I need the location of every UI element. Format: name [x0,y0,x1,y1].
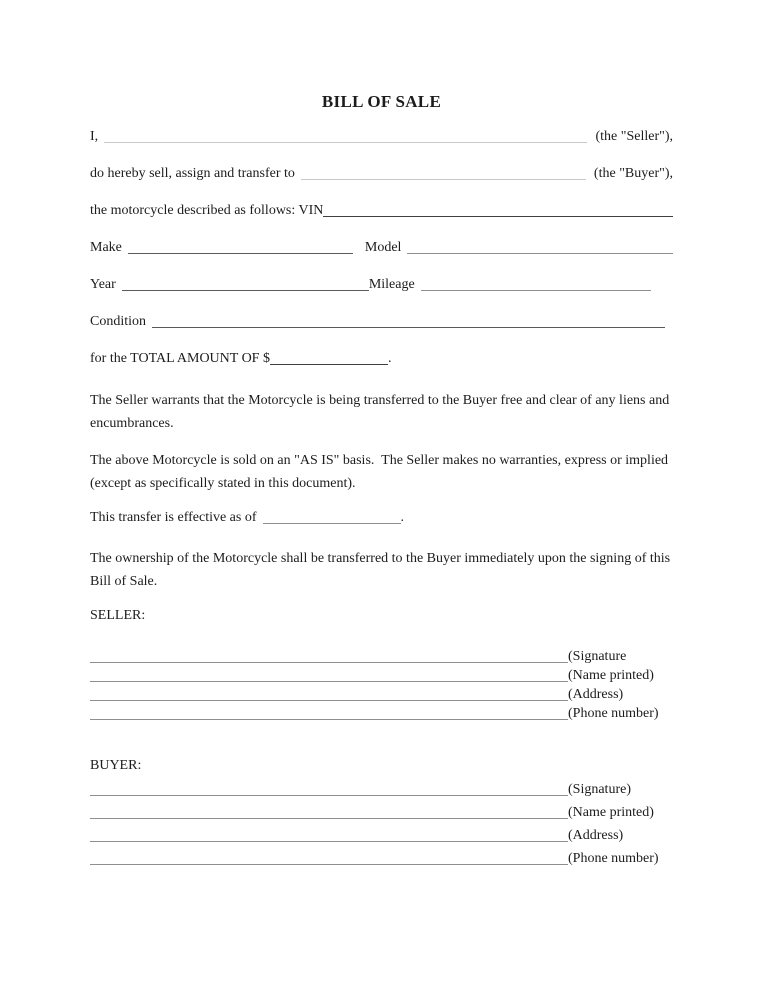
vin-prefix: the motorcycle described as follows: VIN [90,203,324,218]
effective-date-row [90,509,673,527]
seller-address-row [90,686,673,704]
condition-blank [152,327,665,328]
seller-name-blank [104,142,587,143]
buyer-signature-block [90,781,673,868]
effective-date-prefix: This transfer is effective as of [90,510,257,525]
buyer-address-label: (Address) [568,828,624,843]
amount-blank [270,364,388,365]
model-blank [407,253,673,254]
seller-phone-label: (Phone number) [568,706,659,721]
condition-label: Condition [90,314,147,329]
as-is-clause: The above Motorcycle is sold on an "AS IS" basis. The Seller makes no warranties, express or implied (except as specifically stated in this document). [90,453,672,491]
buyer-name-printed-label: (Name printed) [568,805,654,820]
effective-date-blank [263,523,401,524]
buyer-address-row [90,827,673,845]
buyer-section-heading: BUYER: [90,758,142,773]
seller-name-printed-label: (Name printed) [568,668,654,683]
vin-blank [323,216,673,217]
effective-date-suffix: . [400,510,405,525]
amount-suffix: . [387,351,392,366]
seller-name-printed-line [90,681,568,682]
buyer-name-blank [301,179,586,180]
ownership-clause: The ownership of the Motorcycle shall be transferred to the Buyer immediately upon the signing of this Bill of Sale. [90,551,674,589]
buyer-signature-line [90,795,568,796]
year-mileage-row [90,276,673,294]
buyer-phone-label: (Phone number) [568,851,659,866]
seller-name-printed-row [90,667,673,685]
make-blank [128,253,353,254]
seller-signature-block [90,648,673,723]
mileage-blank [421,290,651,291]
seller-section-heading: SELLER: [90,608,146,623]
year-label: Year [90,277,116,292]
seller-phone-row [90,705,673,723]
seller-address-label: (Address) [568,687,624,702]
seller-address-line [90,700,568,701]
buyer-phone-row [90,850,673,868]
buyer-signature-label: (Signature) [568,782,631,797]
buyer-signature-row [90,781,673,799]
amount-row [90,350,673,368]
vin-row [90,202,673,220]
make-label: Make [90,240,122,255]
year-blank [122,290,369,291]
condition-row [90,313,673,331]
buyer-name-printed-row [90,804,673,822]
make-model-row [90,239,673,257]
seller-name-prefix: I, [90,129,99,144]
model-label: Model [364,240,402,255]
seller-name-suffix: (the "Seller"), [595,129,673,144]
buyer-name-printed-line [90,818,568,819]
seller-signature-label: (Signature [568,649,627,664]
buyer-phone-line [90,864,568,865]
buyer-name-suffix: (the "Buyer"), [593,166,673,181]
buyer-address-line [90,841,568,842]
mileage-label: Mileage [368,277,415,292]
buyer-name-prefix: do hereby sell, assign and transfer to [90,166,295,181]
seller-phone-line [90,719,568,720]
warranty-clause: The Seller warrants that the Motorcycle is being transferred to the Buyer free and clear of any liens and encumbrances. [90,393,673,431]
buyer-name-row [90,165,673,183]
seller-signature-row [90,648,673,666]
amount-prefix: for the TOTAL AMOUNT OF $ [90,351,270,366]
seller-signature-line [90,662,568,663]
document-title: BILL OF SALE [321,92,442,111]
seller-name-row [90,128,673,146]
